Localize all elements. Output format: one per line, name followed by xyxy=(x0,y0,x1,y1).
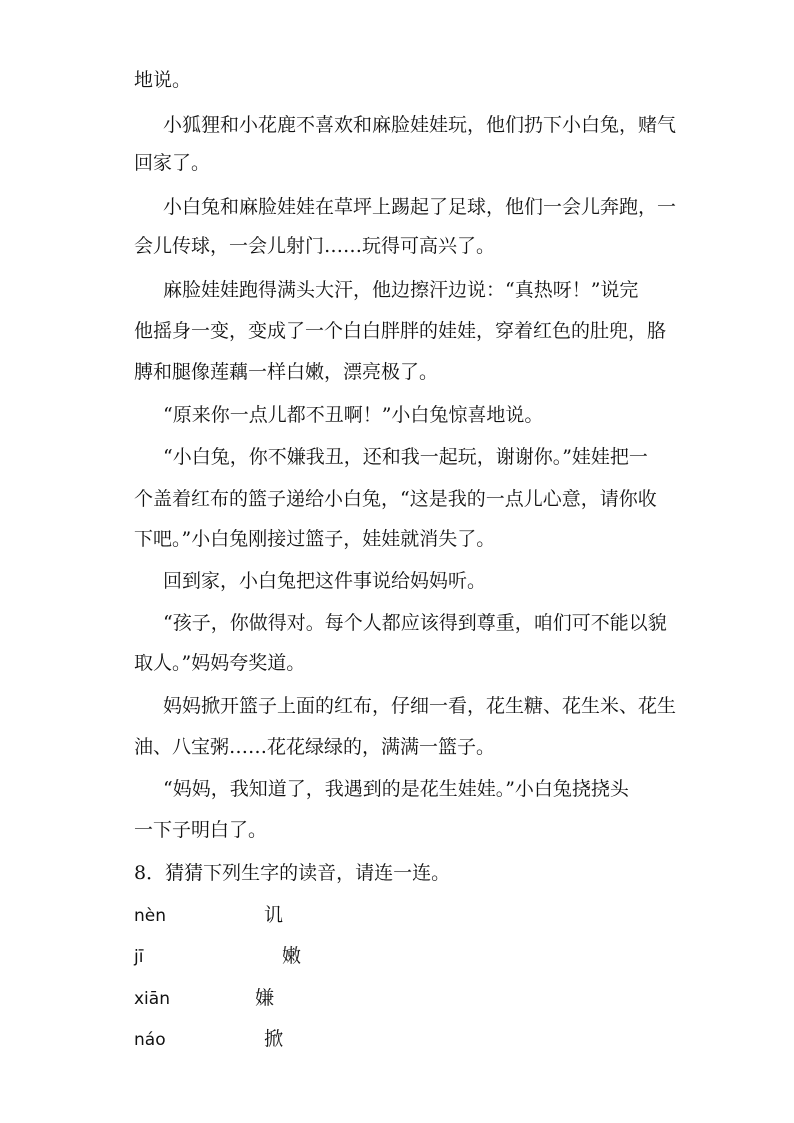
story-line: “孩子，你做得对。每个人都应该得到尊重，咱们可不能以貌 xyxy=(163,612,667,634)
story-line: 他摇身一变，变成了一个白白胖胖的娃娃，穿着红色的肚兜，胳 xyxy=(134,320,667,342)
pinyin-item[interactable]: xiān xyxy=(134,989,170,1009)
story-line: 取人。”妈妈夸奖道。 xyxy=(134,652,306,674)
story-line: 个盖着红布的篮子递给小白兔，“这是我的一点儿心意，请你收 xyxy=(134,488,657,510)
pinyin-item[interactable]: jī xyxy=(134,947,144,967)
story-line: 油、八宝粥……花花绿绿的，满满一篮子。 xyxy=(134,736,496,758)
story-line: 回到家，小白兔把这件事说给妈妈听。 xyxy=(163,570,487,592)
story-line: 膊和腿像莲藕一样白嫩，漂亮极了。 xyxy=(134,361,439,383)
story-line: 小狐狸和小花鹿不喜欢和麻脸娃娃玩，他们扔下小白兔，赌气 xyxy=(163,114,677,136)
story-line: 一下子明白了。 xyxy=(134,819,268,841)
character-item[interactable]: 掀 xyxy=(264,1028,284,1050)
question-title: 8．猜猜下列生字的读音，请连一连。 xyxy=(134,862,451,884)
story-line: 麻脸娃娃跑得满头大汗，他边擦汗边说：“真热呀！”说完 xyxy=(163,279,639,301)
story-line: 会儿传球，一会儿射门……玩得可高兴了。 xyxy=(134,235,496,257)
pinyin-item[interactable]: nèn xyxy=(134,906,167,926)
pinyin-item[interactable]: náo xyxy=(134,1030,166,1050)
character-item[interactable]: 讥 xyxy=(264,904,284,926)
story-line: 小白兔和麻脸娃娃在草坪上踢起了足球，他们一会儿奔跑，一 xyxy=(163,196,677,218)
character-item[interactable]: 嫌 xyxy=(255,987,275,1009)
story-line: 妈妈掀开篮子上面的红布，仔细一看，花生糖、花生米、花生 xyxy=(163,695,677,717)
story-line: “小白兔，你不嫌我丑，还和我一起玩，谢谢你。”娃娃把一 xyxy=(163,446,648,468)
story-line: 下吧。”小白兔刚接过篮子，娃娃就消失了。 xyxy=(134,528,496,550)
story-line: 回家了。 xyxy=(134,152,211,174)
story-line: 地说。 xyxy=(134,69,192,91)
story-line: “原来你一点儿都不丑啊！”小白兔惊喜地说。 xyxy=(163,404,544,426)
story-line: “妈妈，我知道了，我遇到的是花生娃娃。”小白兔挠挠头 xyxy=(163,778,629,800)
character-item[interactable]: 嫩 xyxy=(282,945,302,967)
